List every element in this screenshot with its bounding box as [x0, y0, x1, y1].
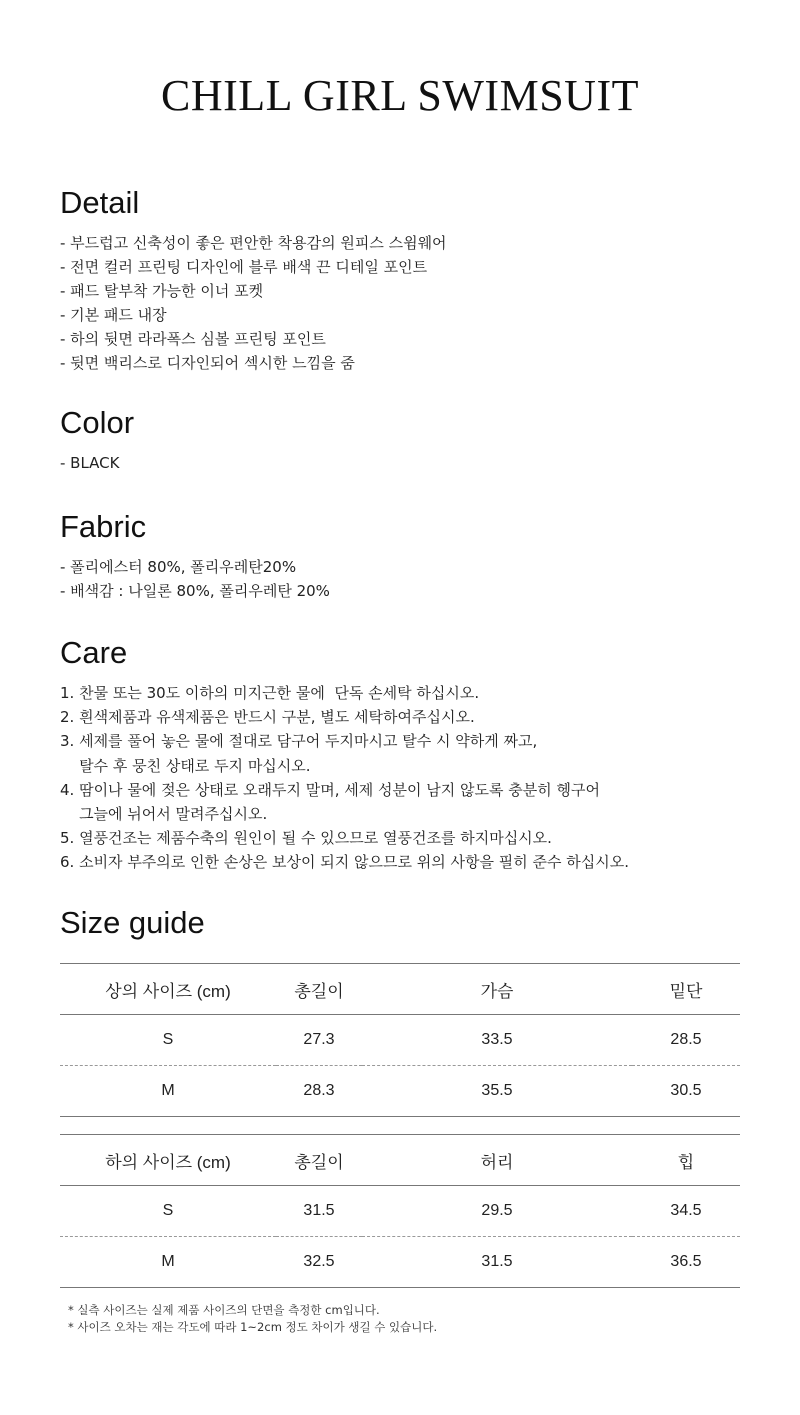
table-header-cell: 허리: [480, 1152, 514, 1172]
care-line: 그늘에 뉘어서 말려주십시오.: [60, 805, 268, 824]
table-cell: 32.5: [276, 1237, 362, 1288]
table-header-cell: 총길이: [294, 1152, 344, 1172]
table-cell: M: [60, 1066, 276, 1117]
top-size-table: [60, 963, 740, 1117]
bottom-size-table: [60, 1134, 740, 1288]
size-note: * 실측 사이즈는 실제 제품 사이즈의 단면을 측정한 cm입니다.: [68, 1303, 380, 1317]
table-row: [60, 1186, 740, 1237]
table-cell: S: [60, 1015, 276, 1066]
care-heading: Care: [60, 635, 128, 670]
care-line: 탈수 후 뭉친 상태로 두지 마십시오.: [60, 756, 311, 775]
table-header-row: [60, 964, 740, 1015]
size-guide-heading: Size guide: [60, 905, 205, 940]
care-line: 1. 찬물 또는 30도 이하의 미지근한 물에 단독 손세탁 하십시오.: [60, 684, 480, 702]
table-cell: S: [60, 1186, 276, 1237]
fabric-heading: Fabric: [60, 509, 147, 544]
care-line: 3. 세제를 풀어 놓은 물에 절대로 담구어 두지마시고 탈수 시 약하게 짜고,: [60, 732, 538, 751]
table-cell: 28.3: [276, 1066, 362, 1117]
care-line: 5. 열풍건조는 제품수축의 원인이 될 수 있으므로 열풍건조를 하지마십시오.: [60, 829, 552, 848]
detail-line: - 전면 컬러 프린팅 디자인에 블루 배색 끈 디테일 포인트: [60, 258, 428, 276]
fabric-line: - 배색감 : 나일론 80%, 폴리우레탄 20%: [60, 582, 330, 600]
detail-line: - 부드럽고 신축성이 좋은 편안한 착용감의 원피스 스윔웨어: [60, 234, 447, 252]
detail-line: - 기본 패드 내장: [60, 306, 167, 324]
table-cell: 35.5: [362, 1066, 632, 1117]
table-cell: 31.5: [276, 1186, 362, 1237]
table-cell: 33.5: [362, 1015, 632, 1066]
table-header-row: [60, 1135, 740, 1186]
care-section: [60, 635, 750, 875]
table-cell: 36.5: [632, 1237, 740, 1288]
fabric-line: - 폴리에스터 80%, 폴리우레탄20%: [60, 558, 297, 576]
table-header-cell: 하의 사이즈 (cm): [105, 1152, 231, 1172]
table-header-cell: 상의 사이즈 (cm): [105, 981, 231, 1001]
table-header-cell: 밑단: [669, 981, 703, 1001]
care-line: 2. 흰색제품과 유색제품은 반드시 구분, 별도 세탁하여주십시오.: [60, 708, 475, 727]
table-cell: 27.3: [276, 1015, 362, 1066]
size-guide-section: [60, 905, 750, 941]
detail-line: - 하의 뒷면 라라폭스 심볼 프린팅 포인트: [60, 330, 326, 348]
table-header-cell: 가슴: [480, 981, 514, 1001]
size-note: * 사이즈 오차는 재는 각도에 따라 1~2cm 정도 차이가 생길 수 있습니다.: [68, 1320, 438, 1334]
care-line: 4. 땀이나 물에 젖은 상태로 오래두지 말며, 세제 성분이 남지 않도록 충분히 헹구어: [60, 780, 600, 799]
table-header-cell: 총길이: [294, 981, 344, 1001]
detail-line: - 뒷면 백리스로 디자인되어 섹시한 느낌을 줌: [60, 354, 355, 372]
color-line: - BLACK: [60, 454, 120, 472]
table-cell: 28.5: [632, 1015, 740, 1066]
table-cell: 34.5: [632, 1186, 740, 1237]
color-section: [60, 405, 750, 475]
table-cell: M: [60, 1237, 276, 1288]
table-cell: 29.5: [362, 1186, 632, 1237]
table-header-cell: 힙: [677, 1152, 695, 1172]
table-row: [60, 1015, 740, 1066]
table-cell: 31.5: [362, 1237, 632, 1288]
detail-section: [60, 185, 750, 375]
detail-line: - 패드 탈부착 가능한 이너 포켓: [60, 282, 264, 300]
color-heading: Color: [60, 405, 135, 440]
table-row: [60, 1066, 740, 1117]
table-row: [60, 1237, 740, 1288]
detail-heading: Detail: [60, 185, 140, 220]
product-title: CHILL GIRL SWIMSUIT: [161, 71, 639, 120]
care-line: 6. 소비자 부주의로 인한 손상은 보상이 되지 않으므로 위의 사항을 필히 준수 하십시오.: [60, 853, 629, 872]
size-notes: [68, 1302, 437, 1336]
table-cell: 30.5: [632, 1066, 740, 1117]
fabric-section: [60, 509, 750, 603]
